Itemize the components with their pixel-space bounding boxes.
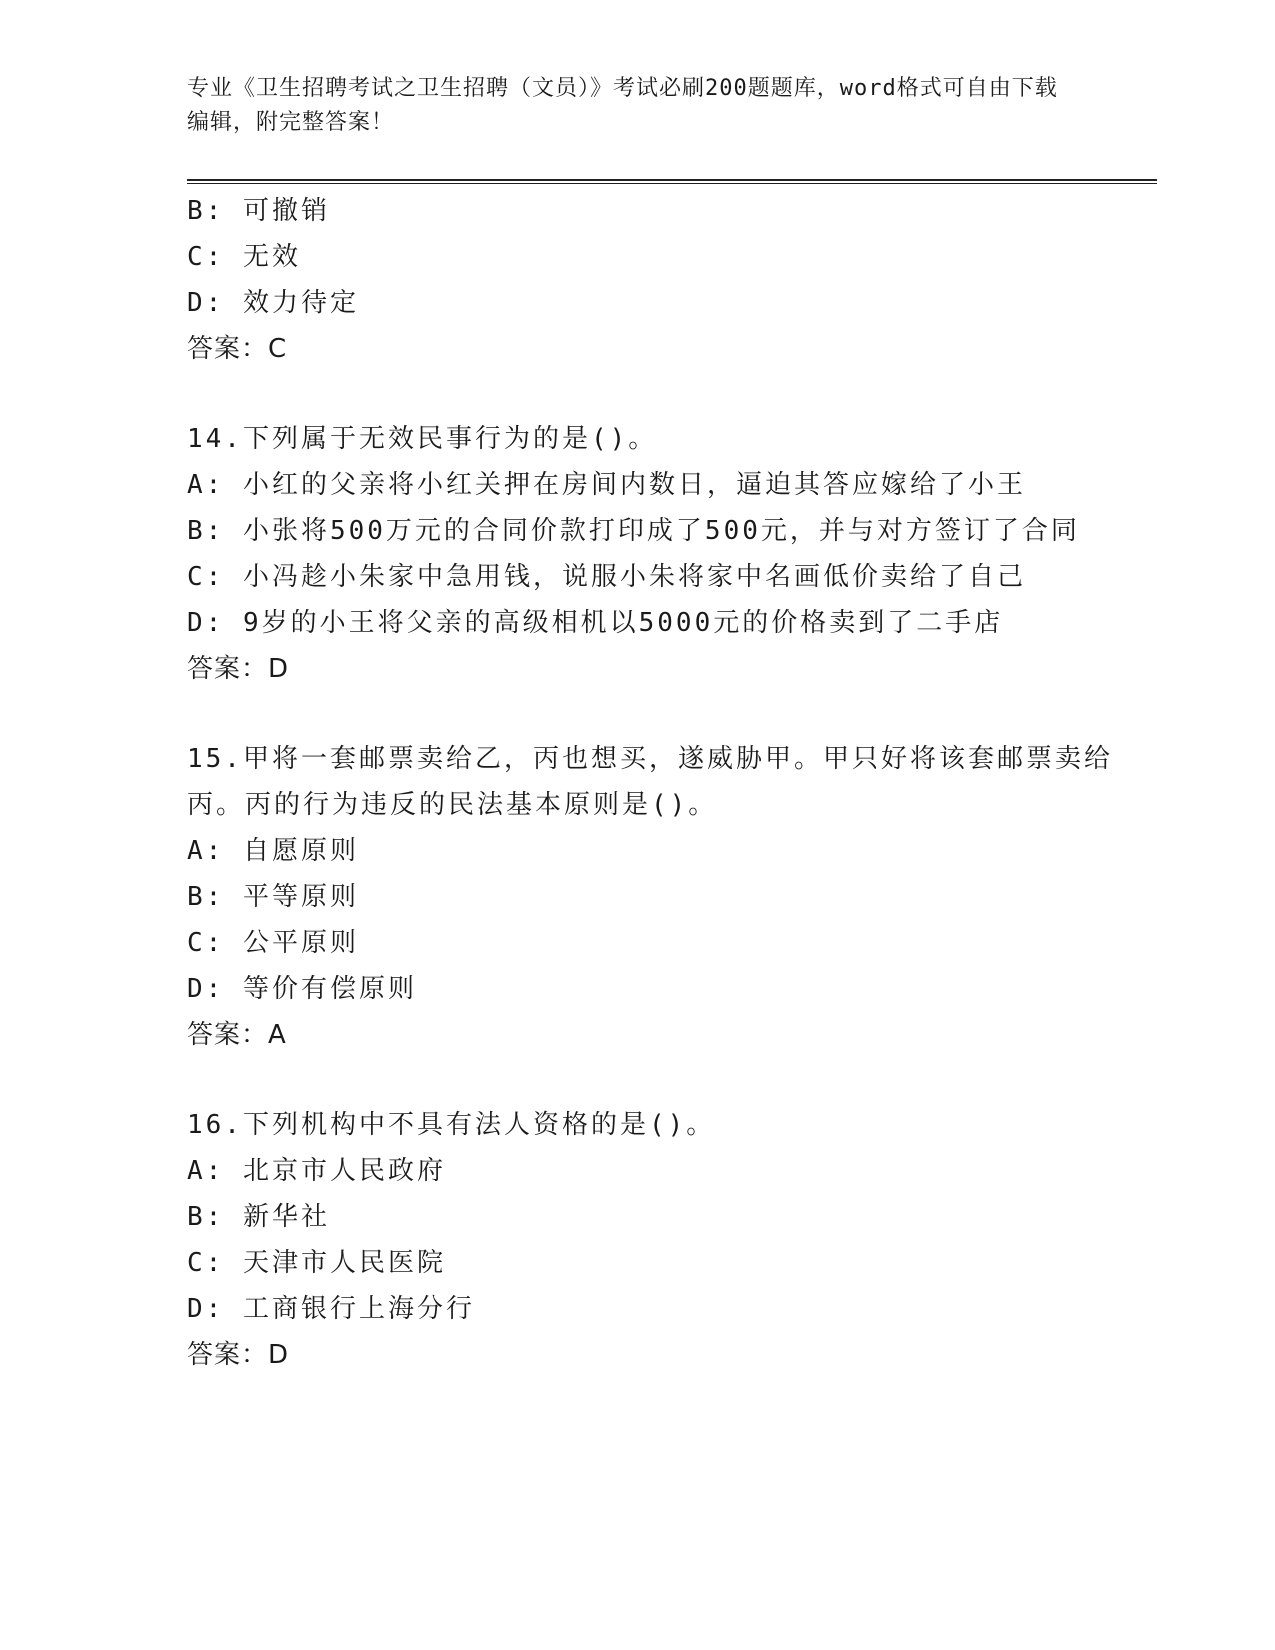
answer-label: 答案：D [187, 654, 290, 684]
option-b: B: 可撤销 [187, 196, 330, 226]
header-divider [187, 179, 1157, 184]
option-a: A: 自愿原则 [187, 836, 359, 866]
option-b: B: 新华社 [187, 1202, 330, 1232]
option-c: C: 公平原则 [187, 928, 359, 958]
question-stem: 15.甲将一套邮票卖给乙，丙也想买，遂威胁甲。甲只好将该套邮票卖给丙。丙的行为违反的民法基本原则是()。 [187, 744, 1113, 820]
spacer [187, 692, 1147, 736]
spacer [187, 1058, 1147, 1102]
option-c: C: 无效 [187, 242, 301, 272]
spacer [187, 372, 1147, 416]
document-header: 专业《卫生招聘考试之卫生招聘（文员）》考试必刷200题题库，word格式可自由下载编辑，附完整答案！ [187, 76, 1058, 135]
question-block-13 [187, 188, 1147, 372]
option-a: A: 小红的父亲将小红关押在房间内数日，逼迫其答应嫁给了小王 [187, 470, 1026, 500]
option-d: D: 效力待定 [187, 288, 359, 318]
question-stem: 16.下列机构中不具有法人资格的是()。 [187, 1110, 716, 1140]
option-b: B: 小张将500万元的合同价款打印成了500元，并与对方签订了合同 [187, 516, 1080, 546]
option-a: A: 北京市人民政府 [187, 1156, 446, 1186]
option-d: D: 等价有偿原则 [187, 974, 417, 1004]
option-c: C: 天津市人民医院 [187, 1248, 446, 1278]
option-b: B: 平等原则 [187, 882, 359, 912]
question-block-15 [187, 736, 1147, 1058]
answer-label: 答案：A [187, 1020, 287, 1050]
option-d: D: 工商银行上海分行 [187, 1294, 475, 1324]
question-block-16 [187, 1102, 1147, 1378]
answer-label: 答案：D [187, 1340, 290, 1370]
option-c: C: 小冯趁小朱家中急用钱，说服小朱将家中名画低价卖给了自己 [187, 562, 1026, 592]
answer-label: 答案：C [187, 334, 288, 364]
question-block-14 [187, 416, 1147, 692]
option-d: D: 9岁的小王将父亲的高级相机以5000元的价格卖到了二手店 [187, 608, 1004, 638]
question-stem: 14.下列属于无效民事行为的是()。 [187, 424, 658, 454]
question-list [187, 188, 1147, 1378]
